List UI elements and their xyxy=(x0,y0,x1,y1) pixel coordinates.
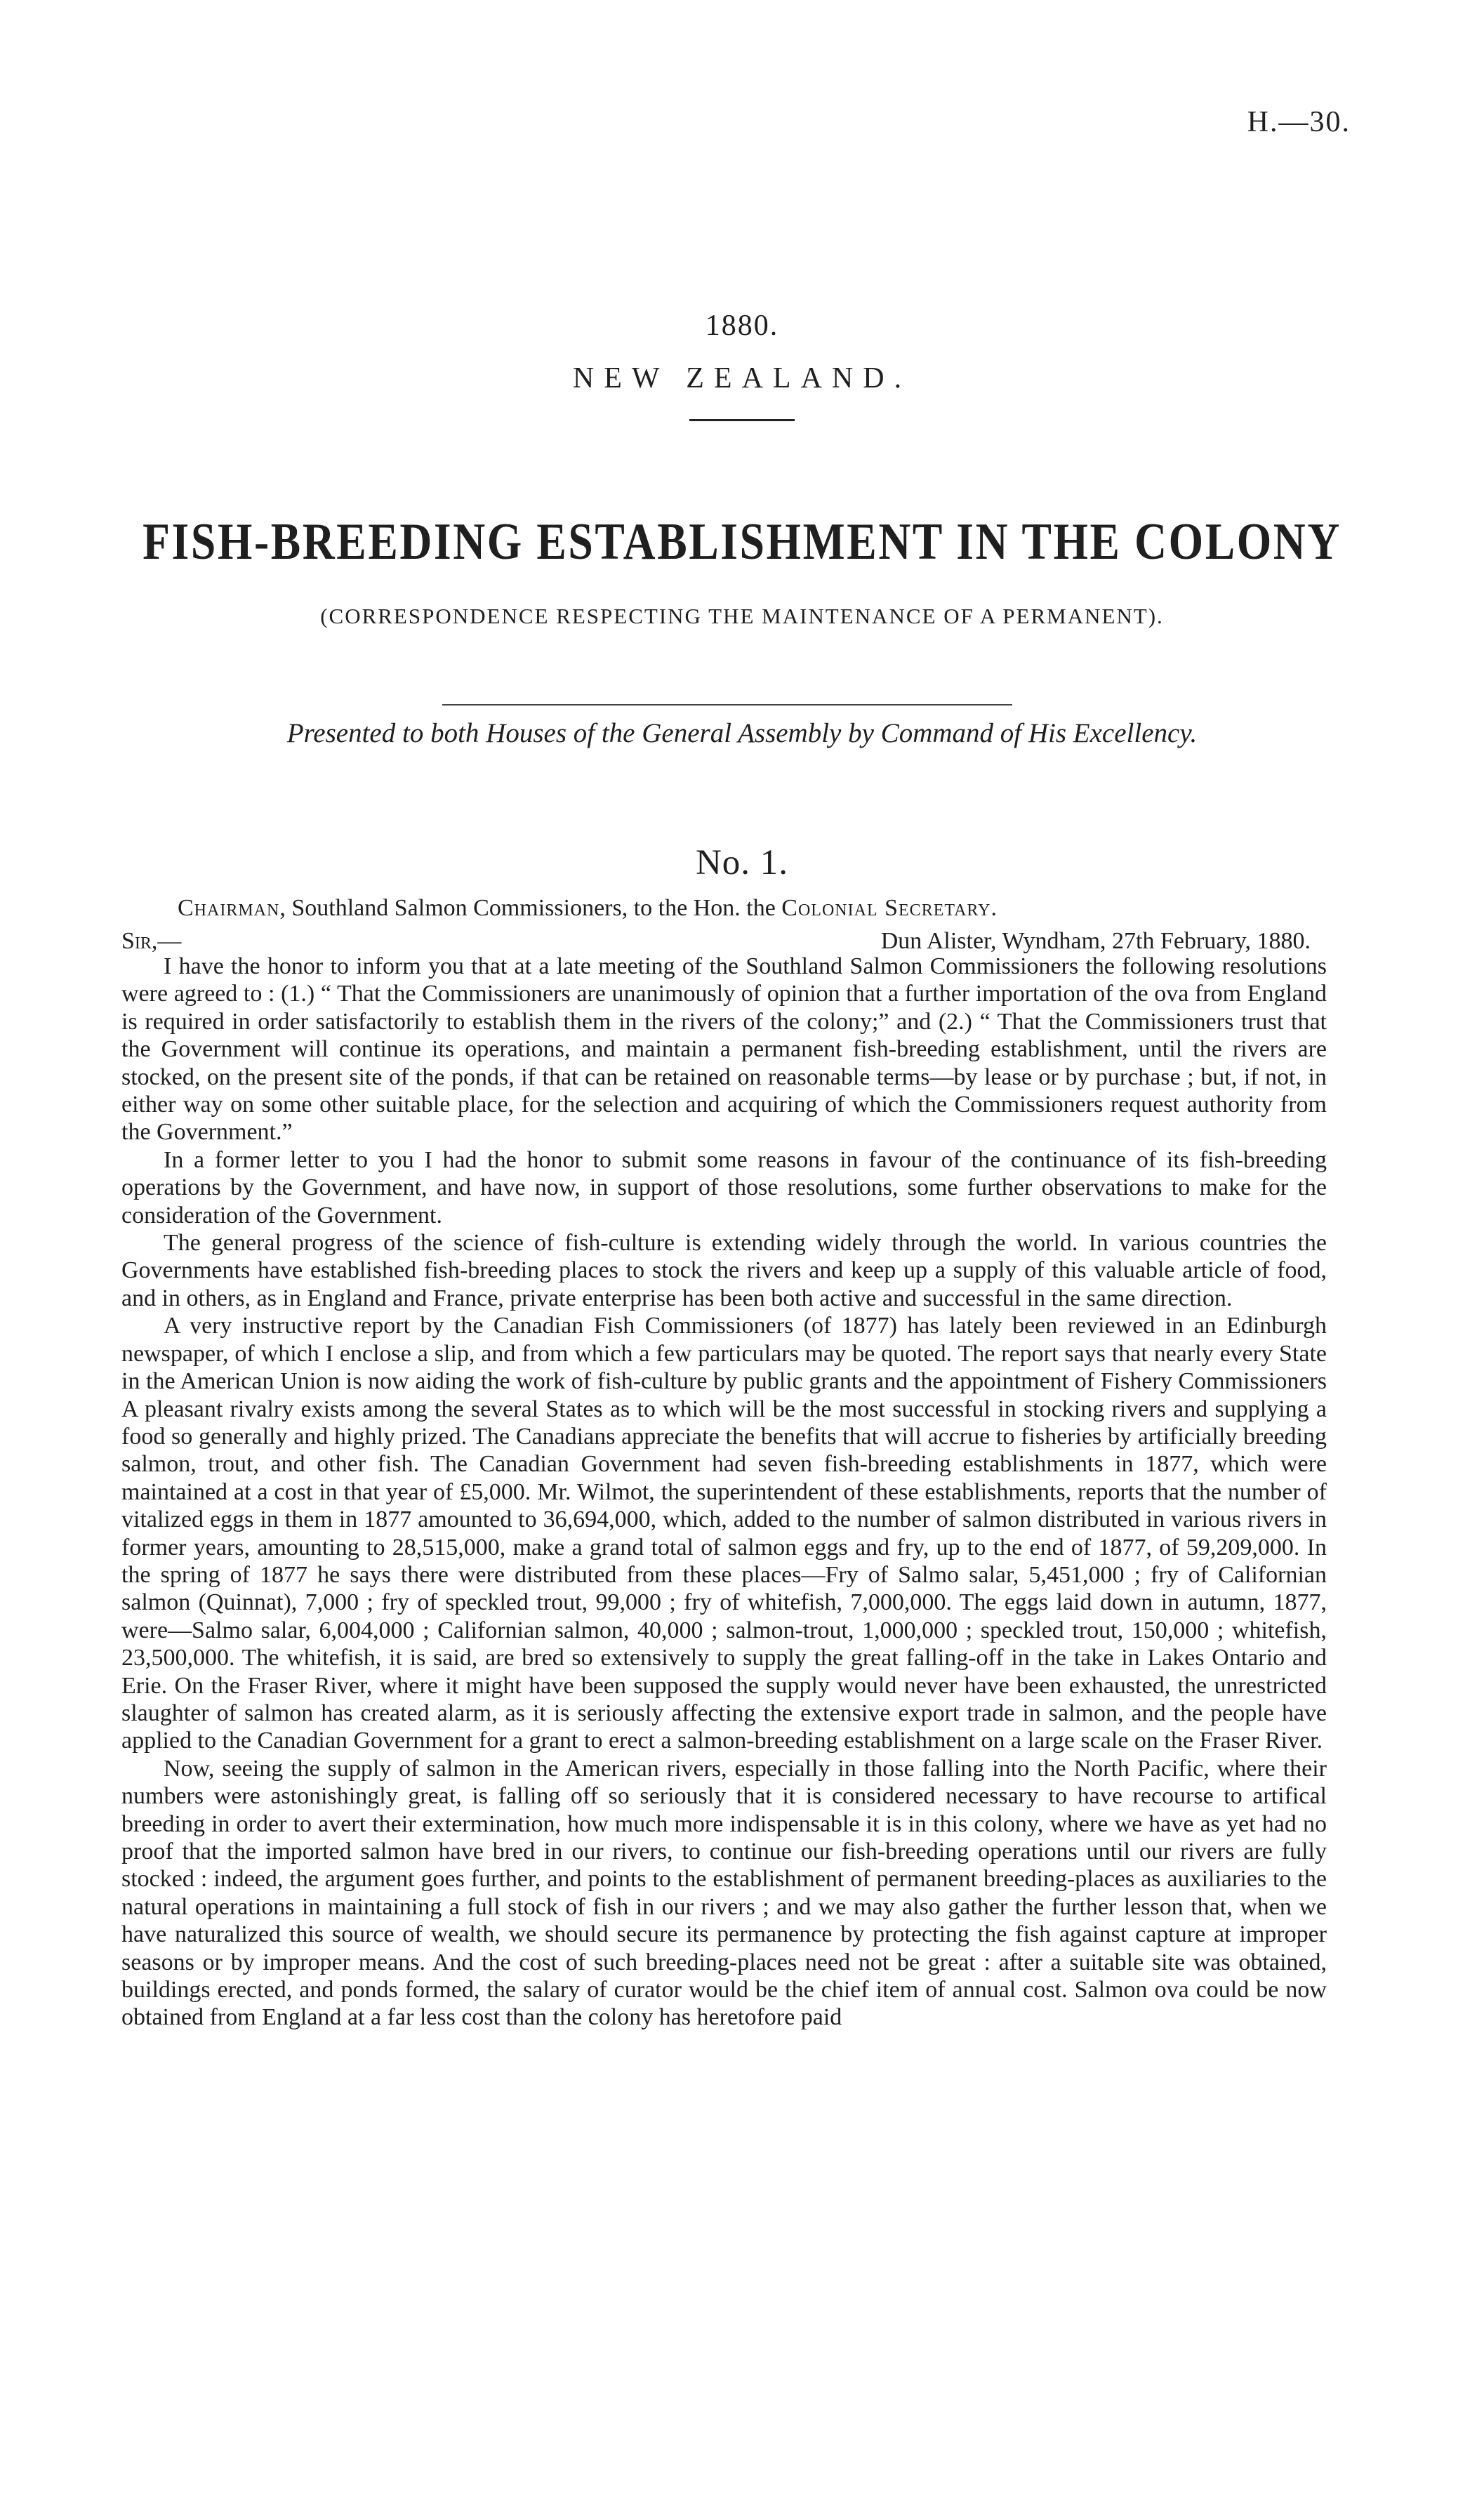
letter-from: Chairman xyxy=(178,895,280,921)
paragraph-5: Now, seeing the supply of salmon in the American rivers, especially in those falling into the North Pacific, where their numbers were astonishingly great, is falling off so seriously that it is considered necessary to have recourse to artifical breeding in order to avert their extermination, how much more indispensable it is in this colony, where we have as yet had no proof that the imported salmon have bred in our rivers, to continue our fish-breeding operations until our rivers are fully stocked : indeed, the argument goes further, and points to the establishment of permanent breeding-places as auxiliaries to the natural operations in maintaining a full stock of fish in our rivers ; and we may also gather the further lesson that, when we have naturalized this source of wealth, we should secure its permanence by protecting the fish against capture at improper seasons or by improper means. And the cost of such breeding-places need not be great : after a suitable site was obtained, buildings erected, and ponds formed, the salary of curator would be the chief item of annual cost. Salmon ova could be now obtained from England at a far less cost than the colony has heretofore paid xyxy=(121,1755,1327,2031)
page-title: FISH-BREEDING ESTABLISHMENT IN THE COLONY xyxy=(143,513,1341,571)
letter-number: No. 1. xyxy=(695,843,789,882)
paragraph-4: A very instructive report by the Canadian Fish Commissioners (of 1877) has lately been reviewed in an Edinburgh newspaper, of which I enclose a slip, and from which a few particulars may be quoted. The report says that nearly every State in the American Union is now aiding the work of fish-culture by public grants and the appointment of Fishery Commissioners A pleasant rivalry exists among the several States as to which will be the most successful in stocking rivers and supplying a food so generally and highly prized. The Canadians appreciate the benefits that will accrue to fisheries by artificially breeding salmon, trout, and other fish. The Canadian Government had seven fish-breeding establishments in 1877, which were maintained at a cost in that year of £5,000. Mr. Wilmot, the superintendent of these establishments, reports that the number of vitalized eggs in them in 1877 amounted to 36,694,000, which, added to the number of salmon distributed in various rivers in former years, amounting to 28,515,000, make a grand total of salmon eggs and fry, up to the end of 1877, of 59,209,000. In the spring of 1877 he says there were distributed from these places—Fry of Salmo salar, 5,451,000 ; fry of Californian salmon (Quinnat), 7,000 ; fry of speckled trout, 99,000 ; fry of whitefish, 7,000,000. The eggs laid down in autumn, 1877, were—Salmo salar, 6,004,000 ; Californian salmon, 40,000 ; salmon-trout, 1,000,000 ; speckled trout, 150,000 ; whitefish, 23,500,000. The whitefish, it is said, are bred so extensively to supply the great falling-off in the take in Lakes Ontario and Erie. On the Fraser River, where it might have been supposed the supply would never have been exhausted, the unrestricted slaughter of salmon has created alarm, as it is seriously affecting the extensive export trade in salmon, and the people have applied to the Canadian Government for a grant to erect a salmon-breeding establishment on a large scale on the Fraser River. xyxy=(121,1313,1327,1754)
letter-from-rest: , Southland Salmon Commissioners, to the Hon. the xyxy=(279,895,782,921)
paragraph-1: I have the honor to inform you that at a late meeting of the Southland Salmon Commissioners the following resolutions were agreed to : (1.) “ That the Commissioners are unanimously of opinion that a further importation of the ova from England is required in order satisfactorily to establish them in the rivers of the colony;” and (2.) “ That the Commissioners trust that the Government will continue its operations, and maintain a permanent fish-breeding establishment, until the rivers are stocked, on the present site of the ponds, if that can be retained on reasonable terms—by lease or by purchase ; but, if not, in either way on some other suitable place, for the selection and acquiring of which the Commissioners request authority from the Government.” xyxy=(121,953,1327,1146)
presented-line: Presented to both Houses of the General Assembly by Command of His Excellency. xyxy=(286,718,1198,748)
document-year: 1880. xyxy=(705,310,779,342)
page-subtitle: (CORRESPONDENCE RESPECTING THE MAINTENANCE OF A PERMANENT). xyxy=(320,604,1164,628)
divider-long xyxy=(442,704,1012,706)
country-heading: NEW ZEALAND. xyxy=(572,362,912,395)
letter-from-to: Chairman, Southland Salmon Commissioners, to the Hon. the Colonial Secretary. xyxy=(178,895,997,921)
letter-to: Colonial Secretary xyxy=(781,895,991,921)
salutation: Sir,— xyxy=(121,928,182,954)
paragraph-3: The general progress of the science of fish-culture is extending widely through the world. In various countries the Governments have established fish-breeding places to stock the rivers and keep up a supply of this valuable article of food, and in others, as in England and France, private enterprise has been both active and successful in the same direction. xyxy=(121,1230,1327,1311)
divider-short xyxy=(689,419,795,421)
paragraph-2: In a former letter to you I had the honor to submit some reasons in favour of the continuance of its fish-breeding operations by the Government, and have now, in support of those resolutions, some further observations to make for the consideration of the Government. xyxy=(121,1146,1327,1228)
page-identifier: H.—30. xyxy=(1247,106,1351,138)
letter-body xyxy=(121,953,1327,2032)
place-date: Dun Alister, Wyndham, 27th February, 1880. xyxy=(880,928,1311,954)
